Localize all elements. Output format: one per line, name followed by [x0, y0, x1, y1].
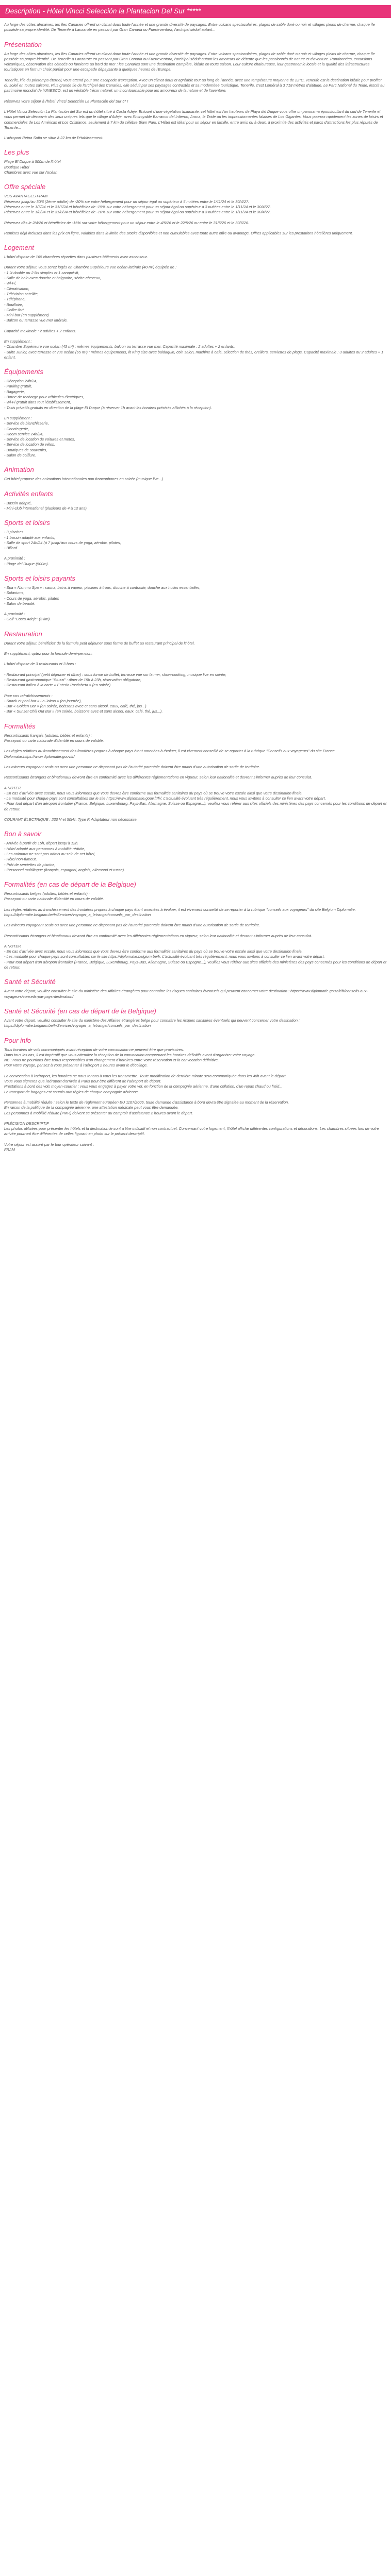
- section-animation: [4, 465, 387, 482]
- section-sports-payants: [4, 574, 387, 622]
- section-offre: [4, 182, 387, 236]
- section-paragraph: - Arrivée à partir de 15h, départ jusqu'à 12h. - Hôtel adapté aux personnes à mobilité réduite, - Les animaux ne sont pas admis au sein de cet hôtel, - Hôtel non-fumeur, - Prêt de serviettes de piscine, - Personnel multilingue (français, espagnol, anglais, allemand et russe).: [4, 841, 125, 872]
- section-heading: Sports et loisirs payants: [4, 574, 76, 582]
- section-heading: Équipements: [4, 368, 43, 376]
- section-paragraph: Capacité maximale : 2 adultes + 2 enfants.: [4, 328, 76, 333]
- section-paragraph: Réservez dès le 2/4/26 et bénéficiez de -15% sur votre hébergement pour un séjour entre le 4/5/26 et le 22/5/26 ou entre le 31/5/26 et le 30/6/26.: [4, 220, 249, 225]
- section-heading: Formalités: [4, 722, 36, 730]
- section-paragraph: A NOTER - En cas d'arrivée avec escale, nous vous informons que vous devrez être conforme aux formalités sanitaires du pays où se trouve votre escale ainsi que votre destination finale. - La modalité pour chaque pays sont consultables sur le site https://www.diplomatie.gouv.fr/fr/. L'actualité évoluant très régulièrement, nous vous invitons à consulter ce lien avant votre départ. - Pour tout départ d'un aéroport frontalier (France, Belgique, Luxembourg, Pays-Bas, Allemagne, Suisse ou Espagne...), veuillez vous référer aux sites officiels des ministères des pays concernés pour les conditions de départ et de retour.: [4, 785, 387, 811]
- section-paragraph: COURANT ÉLECTRIQUE : 230 V et 50Hz. Type F. Adaptateur non nécessaire.: [4, 817, 138, 822]
- section-heading: Présentation: [4, 40, 42, 48]
- section-heading: Activités enfants: [4, 489, 53, 498]
- section-paragraph: PRÉCISION DESCRIPTIF Les photos utilisées pour présenter les hôtels et la destination le sont à titre indicatif et non contractuel. Concernant votre logement, l'hôtel affiche différentes configurations et décorations. Les chambres situées lors de votre arrivée pourront être différentes de celles figurant en photo sur le présent descriptif.: [4, 1121, 379, 1137]
- section-paragraph: Tous horaires de vols communiqués avant réception de votre convocation ne peuvent être que provisoires. Dans tous les cas, il est impératif que vous attendiez la réception de la convocation comprenant les horaires définitifs avant d'organiser votre voyage. NB : nous ne pourrions être tenus responsables d'un changement d'horaires entre votre réservation et la convocation définitive. Pour votre voyage, pensez à vous présenter à l'aéroport 2 heures avant le décollage.: [4, 1047, 256, 1068]
- section-paragraph: La convocation à l'aéroport, les horaires ne nous tenons à vous les transmettre. Toute modification de dernière minute sera communiquée dans les 48h avant le départ. Vous vous signerez que l'aéroport d'arrivée à Paris peut être différent de l'aéroport de départ. Prestations à bord des vols moyen-courrier : vous vous engagez à payer votre vol, en fonction de la compagnie aérienne, d'une collation, d'un repas chaud ou froid... Le transport de bagages est soumis aux règles de chaque compagnie aérienne.: [4, 1073, 287, 1094]
- section-heading: Bon à savoir: [4, 830, 42, 838]
- section-paragraph: Les mineurs voyageant seuls ou avec une personne ne disposant pas de l'autorité parentale doivent être munis d'une autorisation de sortie de territoire.: [4, 923, 260, 928]
- footer-spacer: [0, 1158, 391, 1173]
- section-paragraph: - 3 piscines - 1 bassin adapté aux enfants, - Salle de sport 24h/24 (à 7 jusqu'aux cours de yoga, aérobic, pilates, - Billard.: [4, 530, 121, 551]
- section-paragraph: A NOTER - En cas d'arrivée avec escale, nous vous informons que vous devrez être conforme aux formalités sanitaires du pays où se trouve votre escale ainsi que votre destination finale. - Les modalité pour chaque pays sont consultables sur le site https://diplomatie.belgium.be/fr. L'actualité évoluant très régulièrement, nous vous invitons à consulter ce lien avant votre départ. - Pour tout départ d'un aéroport frontalier (France, Belgique, Luxembourg, Pays-Bas, Allemagne, Suisse ou Espagne...), veuillez vous référer aux sites officiels des ministères des pays concernés pour les conditions de départ et de retour.: [4, 943, 387, 970]
- section-paragraph: Ressortissants étrangers et binationaux devront être en conformité avec les différentes réglementations en vigueur, selon leur nationalité et devront s'informer auprès de leur consulat.: [4, 775, 312, 780]
- section-paragraph: Réservez votre séjour à l'hôtel Vincci Selección La Plantación del Sur 5* !: [4, 98, 128, 104]
- section-formalites: [4, 722, 387, 823]
- section-plus: [4, 148, 387, 175]
- section-intro: [4, 22, 387, 33]
- section-heading: Restauration: [4, 630, 42, 638]
- section-paragraph: Ressortissants étrangers et binationaux devront être en conformité avec les différentes réglementations en vigueur, selon leur nationalité et devront s'informer auprès de leur consulat.: [4, 933, 312, 938]
- section-paragraph: L'hôtel dispose de 3 restaurants et 3 bars :: [4, 662, 76, 667]
- page-title: Description - Hôtel Vincci Selección la Plantacion Del Sur *****: [0, 5, 391, 18]
- section-paragraph: A proximité : - Plage del Duque (500m).: [4, 556, 49, 566]
- section-heading: Pour info: [4, 1036, 31, 1044]
- section-paragraph: L'aéroport Reina Sofia se situe à 22 km de l'établissement.: [4, 135, 104, 141]
- section-heading: Les plus: [4, 148, 29, 157]
- section-paragraph: Au large des côtes africaines, les îles Canaries offrent un climat doux toute l'année et une grande diversité de paysages. Entre volcans spectaculaires, plages de sable doré ou noir et villages pleins de charme, chaque île possède sa propre identité. De Tenerife à Lanzarote en passant par Gran Canaria ou Fuerteventura, l'archipel séduit autant...: [4, 22, 375, 32]
- section-heading: Formalités (en cas de départ de la Belgique): [4, 880, 136, 889]
- section-paragraph: Votre séjour est assuré par le tour opérateur suivant : FRAM: [4, 1142, 94, 1152]
- section-paragraph: Pour vos rafraîchissements : - Snack et pool bar « La Jaima » (en journée), - Bar « Golden Bar » (en soirée, boissons avec et sans alcool, eaux, café, thé, jus...) - Bar « Sunset Chill Out Bar » (en soirée, boissons avec et sans alcool, eaux, café, thé, jus...).: [4, 693, 163, 714]
- section-paragraph: Cet hôtel propose des animations internationales non francophones en soirée (musique live...): [4, 477, 164, 482]
- description-content: [0, 22, 391, 1153]
- section-paragraph: Personnes à mobilité réduite : selon le texte de règlement européen EU 1107/2006, toute demande d'assistance à bord devra être signalée au moment de la réservation. En raison de la politique de la compagnie aérienne, une attestation médicale peut vous être demandée. Les personnes à mobilité réduite (PMR) doivent se présenter au comptoir d'assistance 2 heures avant le départ.: [4, 1099, 289, 1115]
- section-sante: [4, 977, 387, 999]
- section-info: [4, 1036, 387, 1153]
- section-paragraph: Ressortissants français (adultes, bébés et enfants) : Passeport ou carte nationale d'identité en cours de validité.: [4, 733, 104, 743]
- section-heading: Santé et Sécurité: [4, 978, 56, 986]
- section-paragraph: L'hôtel dispose de 165 chambres réparties dans plusieurs bâtiments avec ascenseur.: [4, 255, 148, 260]
- section-bon-savoir: [4, 829, 387, 873]
- section-paragraph: L'Hôtel Vincci Selección La Plantación del Sur est un hôtel situé à Costa Adeje. Entouré d'une végétation luxuriante, cet hôtel est l'un hauteurs de Playa del Duque vous offre un panorama époustouflant du sud de Tenerife et vous permet de découvrir des lieux uniques tels que le village d'Adeje, avec l'incroyable Barranco del Infierno, Arona, le Teide ou les impressionnantes falaises de Los Gigantes. Vous pourrez rapidement les zones de loisirs et commerciales de Los Américas et Los Cristianos, seulement à 7 km du célèbre Siam Park. L'Hôtel est idéal pour un séjour en famille, entre amis ou à deux, à proximité des activités et parcs d'attractions les plus réputés de Tenerife...: [4, 109, 383, 130]
- section-paragraph: - Restaurant principal (petit déjeuner et dîner) : sous forme de buffet, terrasse vue sur la mer, show-cooking, musique live en soirée, - Restaurant gastronomique "Stuzzi" : dîner de 19h à 23h, réservation obligatoire, - Restaurant italien à la carte « Enterio Pasticheta » (en soirée).: [4, 672, 226, 688]
- section-restauration: [4, 630, 387, 715]
- section-paragraph: Durant votre séjour, vous serez logés en Chambre Supérieure vue océan latérale (40 m²) équipée de : - 1 lit double ou 2 lits simples et 1 canapé-lit, - Salle de bain avec douche et baignoire, sèche-cheveux, - Wi-Fi, - Climatisation, - Télévision satellite, - Téléphone, - Bouilloire, - Coffre-fort, - Mini-bar (en supplément) - Balcon ou terrasse vue mer latérale.: [4, 265, 176, 323]
- section-heading: Offre spéciale: [4, 183, 46, 191]
- section-heading: Animation: [4, 466, 34, 474]
- section-paragraph: Durant votre séjour, bénéficiez de la formule petit déjeuner sous forme de buffet au restaurant principal de l'hôtel.: [4, 640, 195, 646]
- section-heading: Santé et Sécurité (en cas de départ de la Belgique): [4, 1007, 156, 1015]
- section-paragraph: Au large des côtes africaines, les îles Canaries offrent un climat doux toute l'année et une grande diversité de paysages. Entre volcans spectaculaires, plages de sable doré ou noir et villages pleins de charme, chaque île possède sa propre identité. De Tenerife à Lanzarote en passant par Gran Canaria ou Fuerteventura, l'archipel séduit autant les amateurs de détente que les passionnés de nature et d'aventure. Randonnées, excursions volcaniques, observation des cétacés ou farniente au bord de mer : les Canaries sont une destination complète, idéale en toute saison. Leur culture chaleureuse, leur gastronomie locale et la qualité des infrastructures touristiques en font un choix parfait pour une escapade dépaysante à quelques heures de l'Europe.: [4, 51, 375, 72]
- section-heading: Sports et loisirs: [4, 519, 50, 527]
- section-formalites-be: [4, 880, 387, 970]
- section-paragraph: En supplément : - Service de blanchisserie, - Conciergerie, - Room service 24h/24, - Service de location de voitures et motos, - Service de location de vélos, - Boutiques de souvenirs, - Salon de coiffure.: [4, 415, 75, 458]
- section-sports: [4, 518, 387, 567]
- section-paragraph: Ressortissants belges (adultes, bébés et enfants) : Passeport ou carte nationale d'identité en cours de validité.: [4, 891, 104, 902]
- section-paragraph: - Bassin adapté, - Mini-club international (plusieurs de 4 à 12 ans).: [4, 500, 88, 511]
- section-paragraph: Les mineurs voyageant seuls ou avec une personne ne disposant pas de l'autorité parentale doivent être munis d'une autorisation de sortie de territoire.: [4, 764, 260, 769]
- section-paragraph: Remises déjà incluses dans les prix en ligne, valables dans la limite des stocks disponibles et non cumulables avec toute autre offre ou avantage. Offres applicables sur les prestations hôtelières uniquement.: [4, 230, 353, 235]
- section-paragraph: VOS AVANTAGES FRAM Réservez jusqu'au 30/6 (2ème adulte) de -20% sur votre hébergement pour un séjour égal ou supérieur à 5 nuitées entre le 1/11/24 et le 30/4/27. Réservez entre le 1/7/24 et le 31/7/24 et bénéficiez de -15% sur votre hébergement pour un séjour égal ou supérieur à 3 nuitées entre le 1/11/24 et le 30/4/27. Réservez entre le 1/8/24 et le 31/8/24 et bénéficiez de -10% sur votre hébergement pour un séjour égal ou supérieur à 3 nuitées entre le 1/11/24 et le 30/4/27.: [4, 194, 271, 215]
- section-presentation: [4, 40, 387, 141]
- section-paragraph: - Spa « Nammu Spa » : sauna, bains à vapeur, piscines à trous, douche à contraste, douche aux huiles essentielles, - Solariums, - Cours de yoga, aérobic, pilates - Salon de beauté.: [4, 585, 201, 606]
- section-paragraph: En supplément, optez pour la formule demi-pension.: [4, 651, 93, 656]
- section-activites: [4, 489, 387, 512]
- section-paragraph: En supplément : - Chambre Supérieure vue océan (43 m²) : mêmes équipements, balcon ou terrasse vue mer. Capacité maximale : 2 adultes + 2 enfants. - Suite Junior, avec terrasse et vue océan (65 m²) : mêmes équipements, lit King size avec baldaquin, coin salon, machine à café, sélection de thés, oreillers, serviettes de plage. Capacité maximale : 3 adultes ou 2 adultes + 1 enfant.: [4, 338, 384, 360]
- section-paragraph: Avant votre départ, veuillez consulter le site du ministère des Affaires étrangères belge pour connaître les risques sanitaires éventuels qui peuvent concerner votre destination : https://diplomatie.belgium.be/fr/Services/voyager_a_letranger/conseils_par_destination: [4, 1018, 300, 1028]
- section-equipements: [4, 367, 387, 458]
- section-sante-be: [4, 1007, 387, 1029]
- section-paragraph: Tenerife, l'île du printemps éternel, vous attend pour une escapade d'exception. Avec un climat doux et agréable tout au long de l'année, avec une température moyenne de 22°C, Tenerife est la destination idéale pour profiter du soleil en toutes saisons. Plus grande île de l'archipel des Canaries, elle séduit par ses paysages contrastés et sa moderniteé touristique. Tenerife, c'est Loméral à 3 718 mètres d'altitude. Le Parc National du Teide, inscrit au patrimoine mondial de l'UNESCO, est un véritable trésor naturel, un incontournable pour les amoureux de la nature et de l'aventure.: [4, 77, 385, 93]
- section-paragraph: Avant votre départ, veuillez consulter le site du ministère des Affaires étrangères pour connaître les risques sanitaires éventuels qui peuvent concerner votre destination : https://www.diplomatie.gouv.fr/fr/conseils-aux-voyageurs/conseils-par-pays-destination/: [4, 989, 368, 999]
- section-logement: [4, 243, 387, 360]
- section-paragraph: - Réception 24h/24, - Parking gratuit, - Bagagerie, - Borne de recharge pour véhicules électriques, - Wi-Fi gratuit dans tout l'établissement, - Taxis privatifs gratuits en direction de la plage El Duque (à réserver 1h avant les horaires précisés affichés à la réception).: [4, 379, 212, 410]
- section-paragraph: A proximité : - Golf "Costa Adeje" (3 km).: [4, 612, 51, 622]
- section-paragraph: Les règles relatives au franchissement des frontières propres à chaque pays étant amenées à évoluer, il est vivement conseillé de se reporter à la rubrique "Conseils aux voyageurs" du site France Diplomatie.https://www.diplomatie.gouv.fr/: [4, 749, 335, 759]
- section-heading: Logement: [4, 244, 34, 252]
- section-paragraph: Plage El Duque à 500m de l'hôtel Boutique Hôtel Chambres avec vue sur l'océan: [4, 159, 61, 175]
- section-paragraph: Les règles relatives au franchissement des frontières propres à chaque pays étant amenées à évoluer, il est vivement conseillé de se reporter à la rubrique "conseils aux voyageurs" du site Belgium Diplomatie. https://diplomatie.belgium.be/fr/Services/voyager_a_letranger/conseils_par_destination: [4, 907, 356, 917]
